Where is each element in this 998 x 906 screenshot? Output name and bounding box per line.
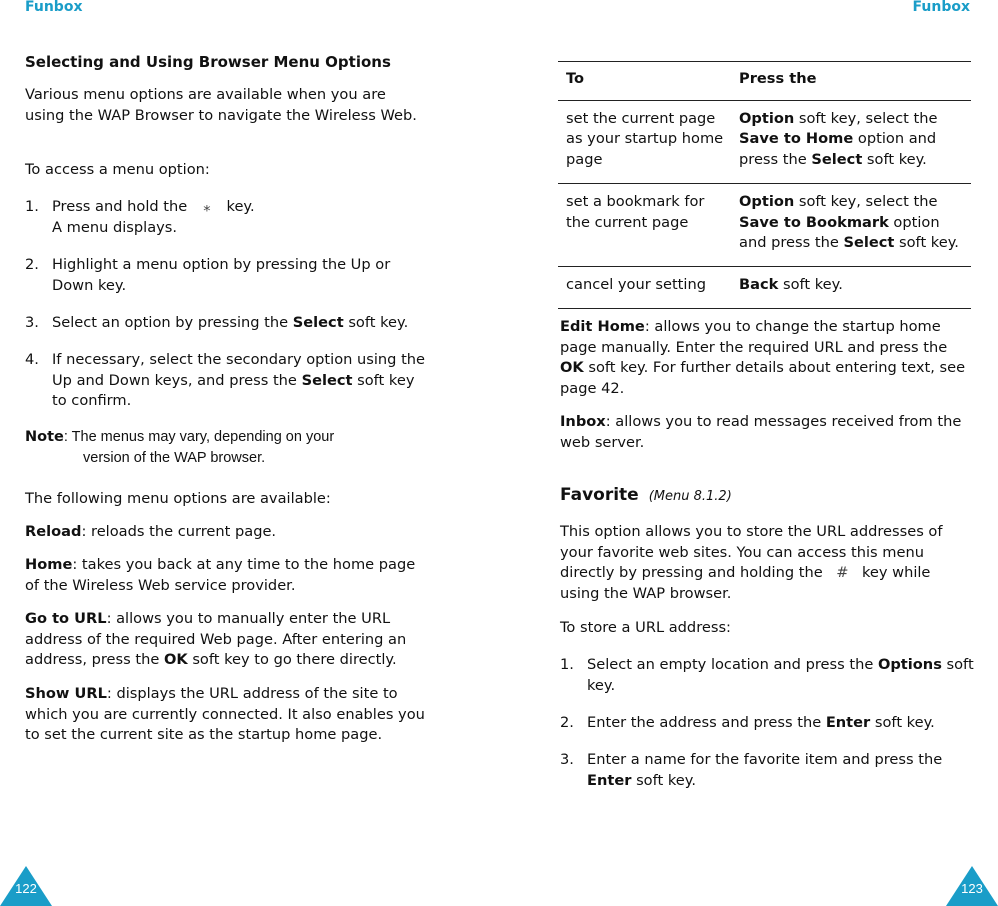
option-edit-home — [560, 317, 975, 400]
text: : displays the URL address of the site to which you are currently connected. It also enables you to set the current site as the startup home page. — [25, 685, 425, 744]
option-show-url — [25, 684, 440, 746]
text: : reloads the current page. — [81, 523, 277, 540]
table-cell: set the current page as your startup home page — [558, 100, 731, 183]
option-reload — [25, 522, 445, 543]
text: Enter a name for the favorite item and press the — [587, 751, 943, 768]
favorite-menu-number: (Menu 8.1.2) — [648, 489, 732, 504]
bold-term: OK — [163, 651, 188, 669]
bold-term: Select — [301, 371, 353, 389]
note-text: version of the WAP browser. — [83, 449, 266, 466]
text: Select an empty location and press the — [587, 656, 878, 673]
bold-term: Option — [739, 109, 795, 127]
option-inbox — [560, 412, 975, 453]
option-go-to-url — [25, 609, 440, 671]
note-label: Note — [25, 429, 64, 445]
option-home — [25, 555, 425, 596]
step-1: 1. Press and hold the ⁎ key. A menu displays. — [25, 198, 255, 236]
note — [25, 427, 445, 468]
bold-term: Select — [843, 234, 895, 252]
bold-term: Save to Bookmark — [739, 213, 889, 231]
text: option and press the — [739, 213, 940, 252]
text: soft key, select the — [794, 192, 938, 210]
text: soft key. For further details about entering text, see page 42. — [560, 359, 966, 398]
bold-term: Back — [739, 275, 779, 293]
bold-term: Enter — [587, 771, 632, 789]
store-step-2: 2. Enter the address and press the Enter soft key. — [560, 714, 935, 731]
text: : allows you to change the startup home page manually. Enter the required URL and press the — [560, 318, 948, 356]
table-row — [558, 266, 971, 308]
table-row — [558, 100, 971, 183]
bold-term: Edit Home — [560, 318, 645, 335]
bold-term: Select — [292, 314, 344, 331]
text: key. — [221, 198, 255, 215]
favorite-heading — [560, 485, 975, 508]
bold-term: Enter — [825, 714, 871, 731]
text: soft key to go there directly. — [187, 651, 397, 669]
table-cell — [731, 183, 971, 266]
bold-term: Option — [739, 192, 795, 210]
page-number-left: 122 — [0, 866, 52, 906]
text: A menu displays. — [52, 218, 178, 236]
text: : allows you to manually enter the URL address of the required Web page. After entering an address, press the — [25, 610, 407, 669]
text: If necessary, select the secondary option using the Up and Down keys, and press the — [52, 351, 426, 389]
text: soft key. — [343, 314, 409, 331]
bold-term: OK — [560, 359, 584, 377]
text: : allows you to read messages received from the web server. — [560, 413, 962, 451]
bold-term: Show URL — [25, 685, 107, 702]
text: soft key. — [778, 275, 843, 293]
section-title: Selecting and Using Browser Menu Options — [25, 53, 391, 71]
bold-term: Inbox — [560, 413, 606, 430]
text: soft key. — [587, 656, 974, 694]
settings-table — [558, 61, 971, 309]
star-key-icon: ⁎ — [203, 198, 211, 215]
text: This option allows you to store the URL addresses of your favorite web sites. You can access this menu directly by pressing and holding the — [560, 523, 943, 582]
text: key while using the WAP browser. — [560, 564, 931, 603]
note-text: : The menus may vary, depending on your — [63, 429, 335, 445]
text: Select an option by pressing the — [52, 314, 293, 331]
table-cell: set a bookmark for the current page — [558, 183, 731, 266]
step-4: 4. If necessary, select the secondary option using the Up and Down keys, and press the Select soft key to confirm. — [25, 351, 426, 410]
bold-term: Reload — [25, 523, 82, 540]
following-label: The following menu options are available: — [25, 490, 331, 507]
page-number-right: 123 — [946, 866, 998, 906]
access-label: To access a menu option: — [25, 161, 210, 178]
section-header-right: Funbox — [912, 0, 970, 15]
text: soft key. — [631, 771, 696, 789]
table-cell: cancel your setting — [558, 266, 731, 308]
intro-paragraph: Various menu options are available when you are using the WAP Browser to navigate the Wireless Web. — [25, 86, 417, 124]
bold-term: Options — [877, 656, 942, 673]
text: soft key, select the — [794, 109, 938, 127]
text: option and press the — [739, 130, 937, 169]
bold-term: Select — [811, 151, 863, 169]
text: Highlight a menu option by pressing the Up or Down key. — [52, 256, 391, 294]
text: Press and hold the — [52, 198, 192, 215]
text: soft key. — [870, 714, 935, 731]
hash-key-icon: # — [836, 564, 849, 582]
favorite-description — [560, 522, 972, 605]
table-cell — [731, 266, 971, 308]
text: soft key to confirm. — [52, 371, 415, 410]
store-step-3: 3. Enter a name for the favorite item and press the Enter soft key. — [560, 751, 943, 789]
favorite-title: Favorite — [560, 485, 639, 505]
store-step-1: 1. Select an empty location and press the Options soft key. — [560, 656, 974, 694]
bold-term: Save to Home — [739, 130, 854, 148]
text: soft key. — [862, 151, 927, 169]
store-label: To store a URL address: — [560, 619, 731, 636]
text: soft key. — [894, 234, 959, 252]
text: Enter the address and press the — [587, 714, 826, 731]
step-2: 2. Highlight a menu option by pressing the Up or Down key. — [25, 256, 391, 294]
text: : takes you back at any time to the home page of the Wireless Web service provider. — [25, 556, 416, 594]
bold-term: Home — [25, 556, 73, 573]
table-header-row — [558, 62, 971, 101]
table-header: Press the — [731, 62, 971, 101]
bold-term: Go to URL — [25, 610, 107, 627]
table-row — [558, 183, 971, 266]
table-header: To — [558, 62, 731, 101]
step-3: 3. Select an option by pressing the Select soft key. — [25, 314, 409, 331]
section-header-left: Funbox — [25, 0, 83, 15]
table-cell — [731, 100, 971, 183]
